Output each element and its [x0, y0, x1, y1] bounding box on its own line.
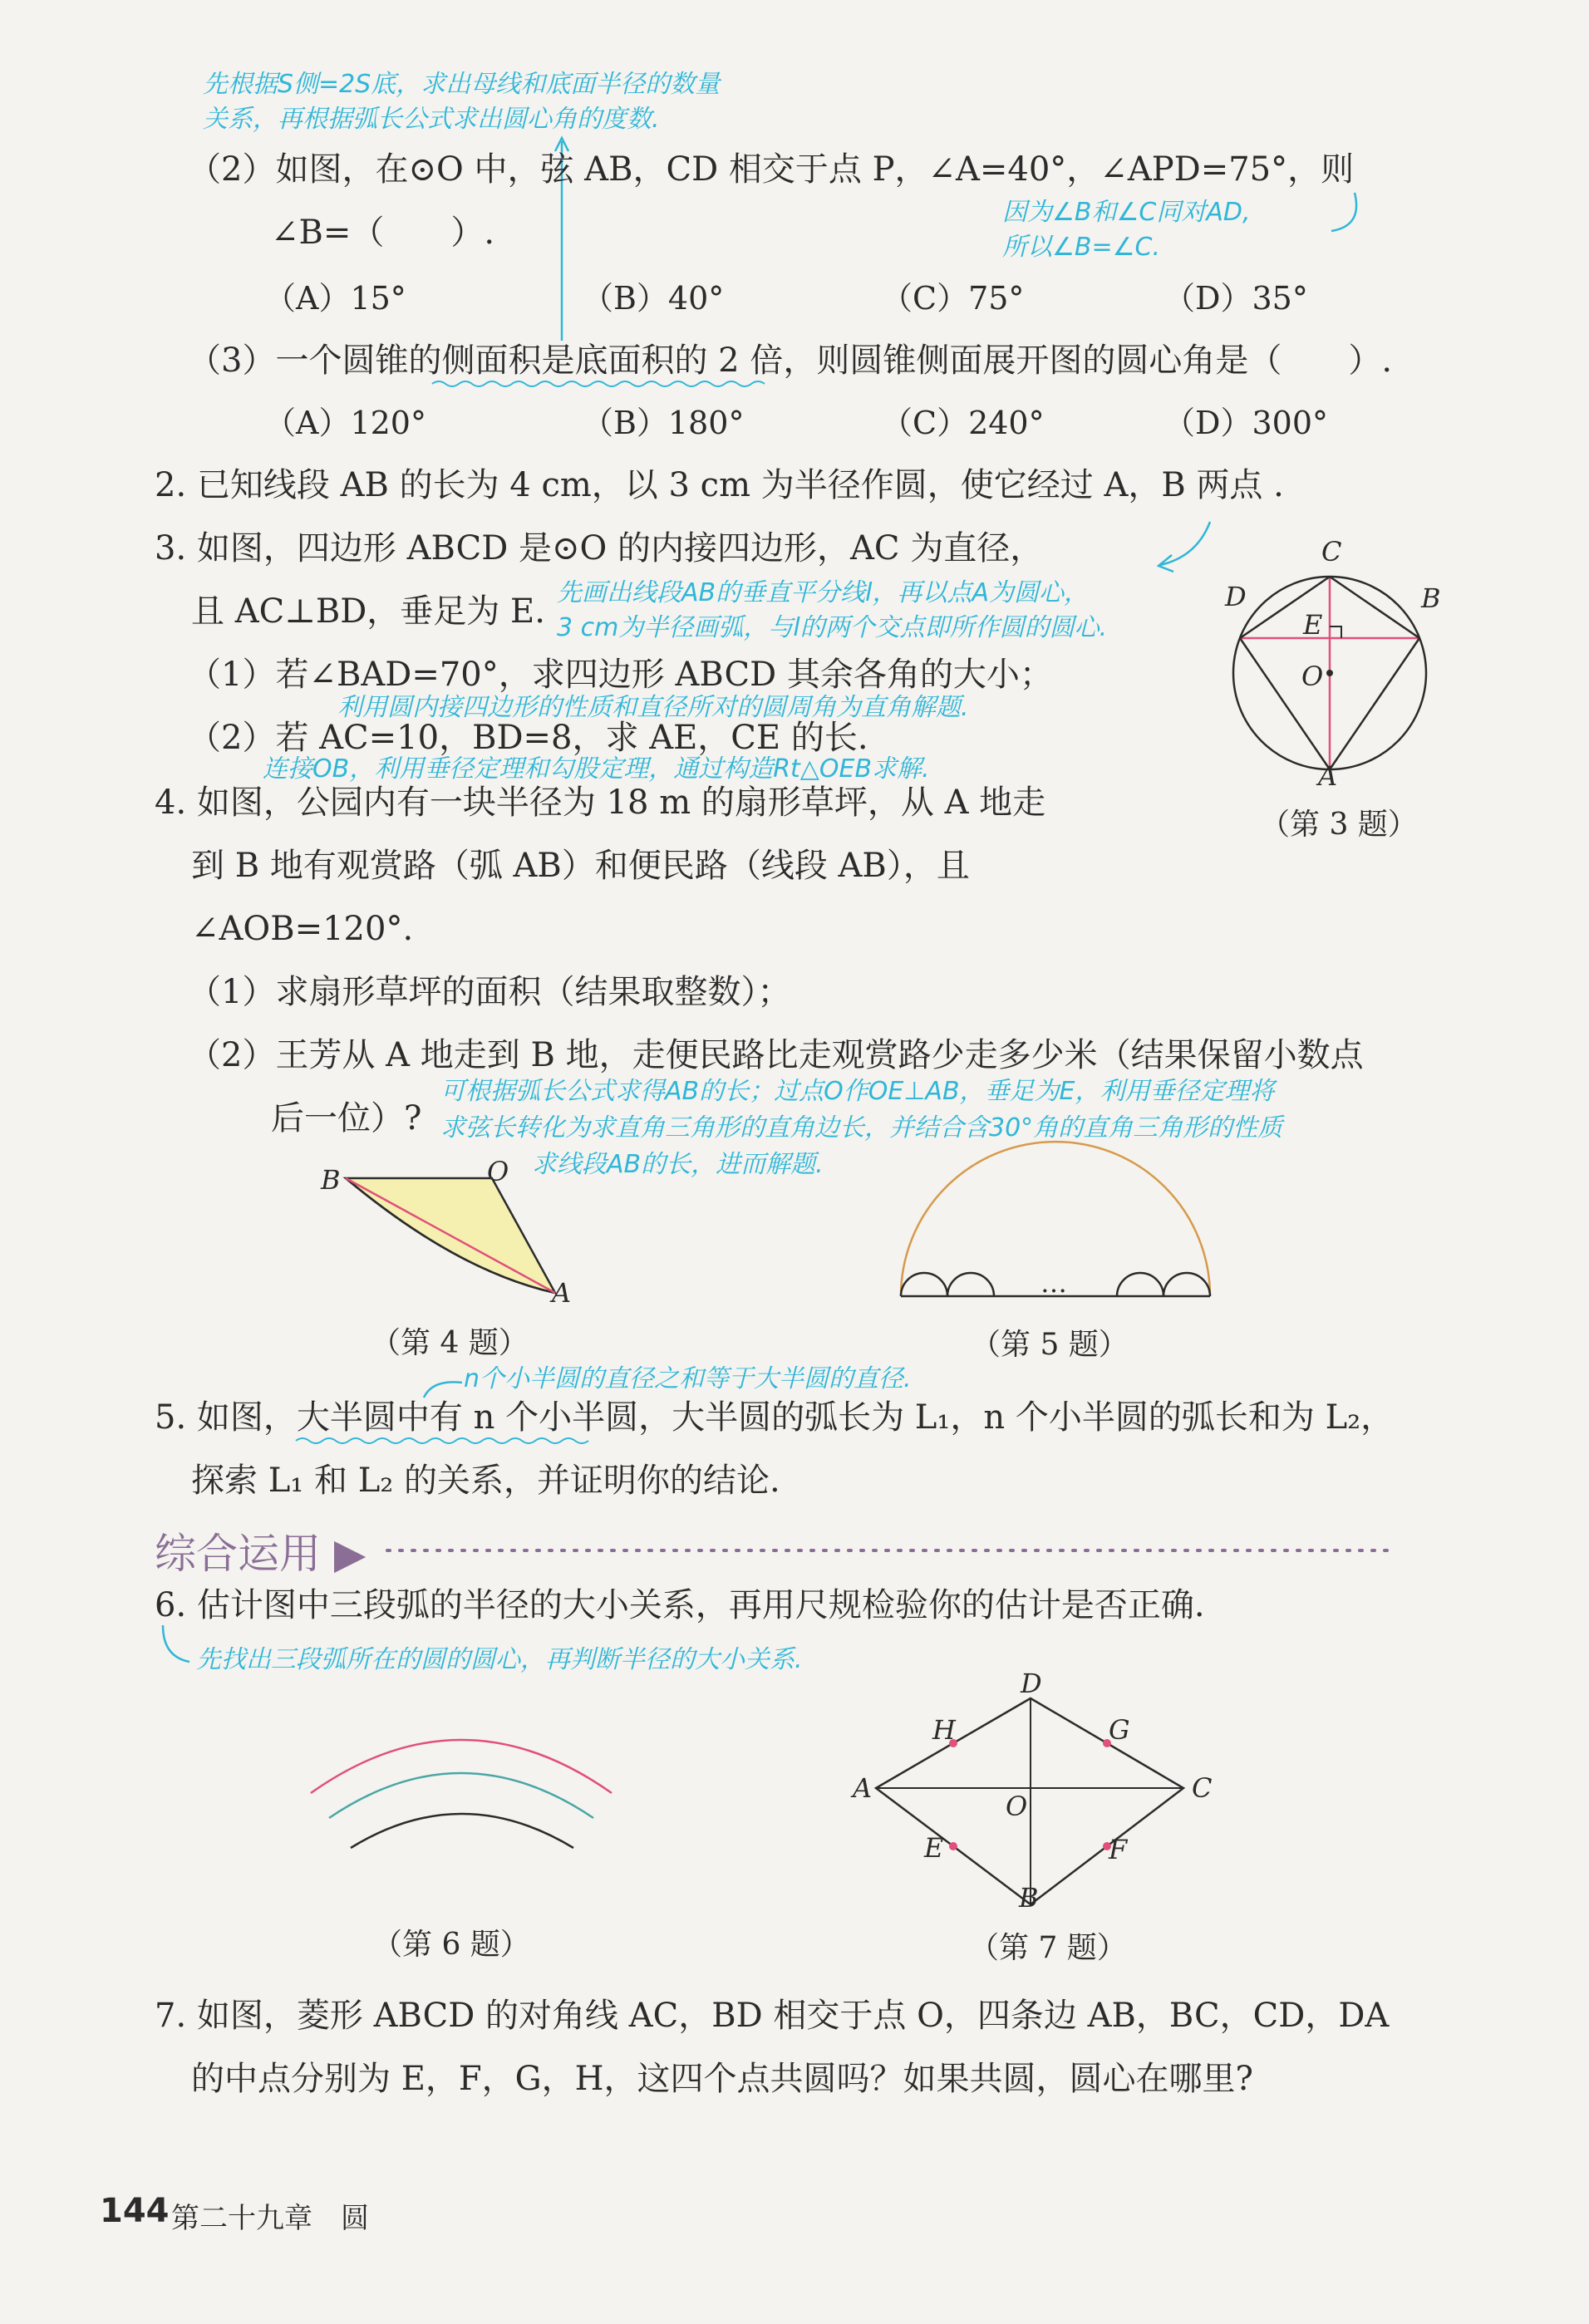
q4-line1: 4. 如图，公园内有一块半径为 18 m 的扇形草坪，从 A 地走	[155, 784, 1046, 822]
q4-sub2: （2）王芳从 A 地走到 B 地，走便民路比走观赏路少走多少米（结果保留小数点	[188, 1036, 1364, 1074]
fig3-label-a: A	[1318, 760, 1338, 792]
note-semicircles: n个小半圆的直径之和等于大半圆的直径.	[464, 1364, 912, 1393]
q1-3-option-c: （C）240°	[881, 405, 1045, 441]
q4-line2: 到 B 地有观赏路（弧 AB）和便民路（线段 AB），且	[191, 847, 970, 885]
caption-fig4: （第 4 题）	[371, 1326, 529, 1360]
caption-fig7: （第 7 题）	[969, 1931, 1127, 1965]
figure-7-rhombus	[856, 1687, 1222, 1919]
q3-line2: 且 AC⊥BD，垂足为 E.	[191, 592, 545, 631]
q1-2-option-b: （B）40°	[582, 280, 725, 317]
note-perp-bisector-2: 3 cm为半径画弧，与l的两个交点即所作圆的圆心.	[557, 613, 1108, 642]
fig4-label-a: A	[552, 1277, 572, 1309]
q3-sub2: （2）若 AC=10，BD=8，求 AE，CE 的长.	[188, 719, 868, 757]
q1-2-option-c: （C）75°	[881, 280, 1025, 317]
q4-sub2b: 后一位）?	[271, 1099, 422, 1137]
fig3-label-o: O	[1301, 661, 1324, 692]
note-cone-formula: 先根据S侧=2S底，求出母线和底面半径的数量	[203, 70, 721, 99]
section-title: 综合运用 ▶	[155, 1530, 367, 1578]
q5-line1: 5. 如图，大半圆中有 n 个小半圆，大半圆的弧长为 L₁，n 个小半圆的弧长和为 L₂，	[155, 1398, 1395, 1437]
fig4-label-o: O	[487, 1156, 509, 1187]
note-cone-formula-2: 关系，再根据弧长公式求出圆心角的度数.	[203, 105, 660, 134]
fig7-label-e: E	[924, 1832, 944, 1864]
q1-2-option-d: （D）35°	[1163, 280, 1308, 317]
note-arc-length-2: 求弦长转化为求直角三角形的直角边长，并结合含30°角的直角三角形的性质	[440, 1113, 1283, 1142]
fig7-label-c: C	[1192, 1772, 1213, 1804]
chapter-title: 第二十九章 圆	[171, 2202, 369, 2235]
note-angle-b-2: 所以∠B=∠C.	[1002, 233, 1160, 262]
caption-fig5: （第 5 题）	[971, 1328, 1129, 1362]
fig7-label-b: B	[1019, 1882, 1039, 1914]
fig7-label-d: D	[1021, 1668, 1042, 1699]
note-perp-bisector: 先画出线段AB的垂直平分线l，再以点A为圆心，	[557, 578, 1089, 607]
fig5-ellipsis: …	[1040, 1267, 1067, 1299]
note-chord-theorem: 连接OB，利用垂径定理和勾股定理，通过构造Rt△OEB求解.	[263, 754, 930, 784]
figure-6-three-arcs	[299, 1695, 632, 1861]
q5-line2: 探索 L₁ 和 L₂ 的关系，并证明你的结论.	[191, 1462, 780, 1500]
fig3-label-c: C	[1321, 536, 1342, 567]
note-arc-length-3: 求线段AB的长，进而解题.	[532, 1150, 824, 1179]
q7-line2: 的中点分别为 E，F，G，H，这四个点共圆吗？如果共圆，圆心在哪里?	[191, 2060, 1253, 2098]
caption-fig3: （第 3 题）	[1260, 808, 1418, 842]
note-arc-centers: 先找出三段弧所在的圆的圆心，再判断半径的大小关系.	[196, 1645, 803, 1674]
fig4-label-b: B	[321, 1164, 341, 1196]
note-inscribed-quad: 利用圆内接四边形的性质和直径所对的圆周角为直角解题.	[337, 693, 969, 722]
fig3-label-d: D	[1225, 581, 1247, 612]
q6-line1: 6. 估计图中三段弧的半径的大小关系，再用尺规检验你的估计是否正确.	[155, 1586, 1205, 1624]
q1-2-line1: （2）如图，在⊙O 中，弦 AB，CD 相交于点 P，∠A=40°，∠APD=75°，则	[188, 150, 1355, 189]
q1-2-line2: ∠B=（ ）.	[271, 214, 495, 252]
q4-line3: ∠AOB=120°.	[191, 910, 414, 948]
q1-3-option-d: （D）300°	[1163, 405, 1328, 441]
caption-fig6: （第 6 题）	[372, 1928, 530, 1962]
q7-line1: 7. 如图，菱形 ABCD 的对角线 AC，BD 相交于点 O，四条边 AB，BC，CD，DA	[155, 1997, 1390, 2035]
fig7-label-o: O	[1006, 1791, 1028, 1822]
fig7-label-h: H	[932, 1714, 956, 1746]
q1-3-line1: （3）一个圆锥的侧面积是底面积的 2 倍，则圆锥侧面展开图的圆心角是（ ）.	[188, 341, 1393, 380]
page-number: 144	[100, 2192, 170, 2230]
note-arc-length: 可根据弧长公式求得AB的长；过点O作OE⊥AB，垂足为E，利用垂径定理将	[440, 1077, 1275, 1106]
q1-2-option-a: （A）15°	[264, 280, 406, 317]
q2-line1: 2. 已知线段 AB 的长为 4 cm，以 3 cm 为半径作圆，使它经过 A，B 两点 .	[155, 466, 1284, 504]
fig7-label-a: A	[853, 1772, 873, 1804]
q4-sub1: （1）求扇形草坪的面积（结果取整数）；	[188, 973, 791, 1011]
q3-sub1: （1）若∠BAD=70°，求四边形 ABCD 其余各角的大小；	[188, 656, 1053, 694]
q1-3-option-a: （A）120°	[264, 405, 426, 441]
note-angle-b: 因为∠B和∠C同对AD,	[1002, 198, 1251, 227]
fig3-label-e: E	[1303, 609, 1323, 641]
q1-3-option-b: （B）180°	[582, 405, 745, 441]
fig3-label-b: B	[1421, 582, 1441, 614]
fig7-label-f: F	[1109, 1834, 1128, 1865]
fig7-label-g: G	[1109, 1714, 1130, 1746]
q3-line1: 3. 如图，四边形 ABCD 是⊙O 的内接四边形，AC 为直径，	[155, 529, 1044, 567]
